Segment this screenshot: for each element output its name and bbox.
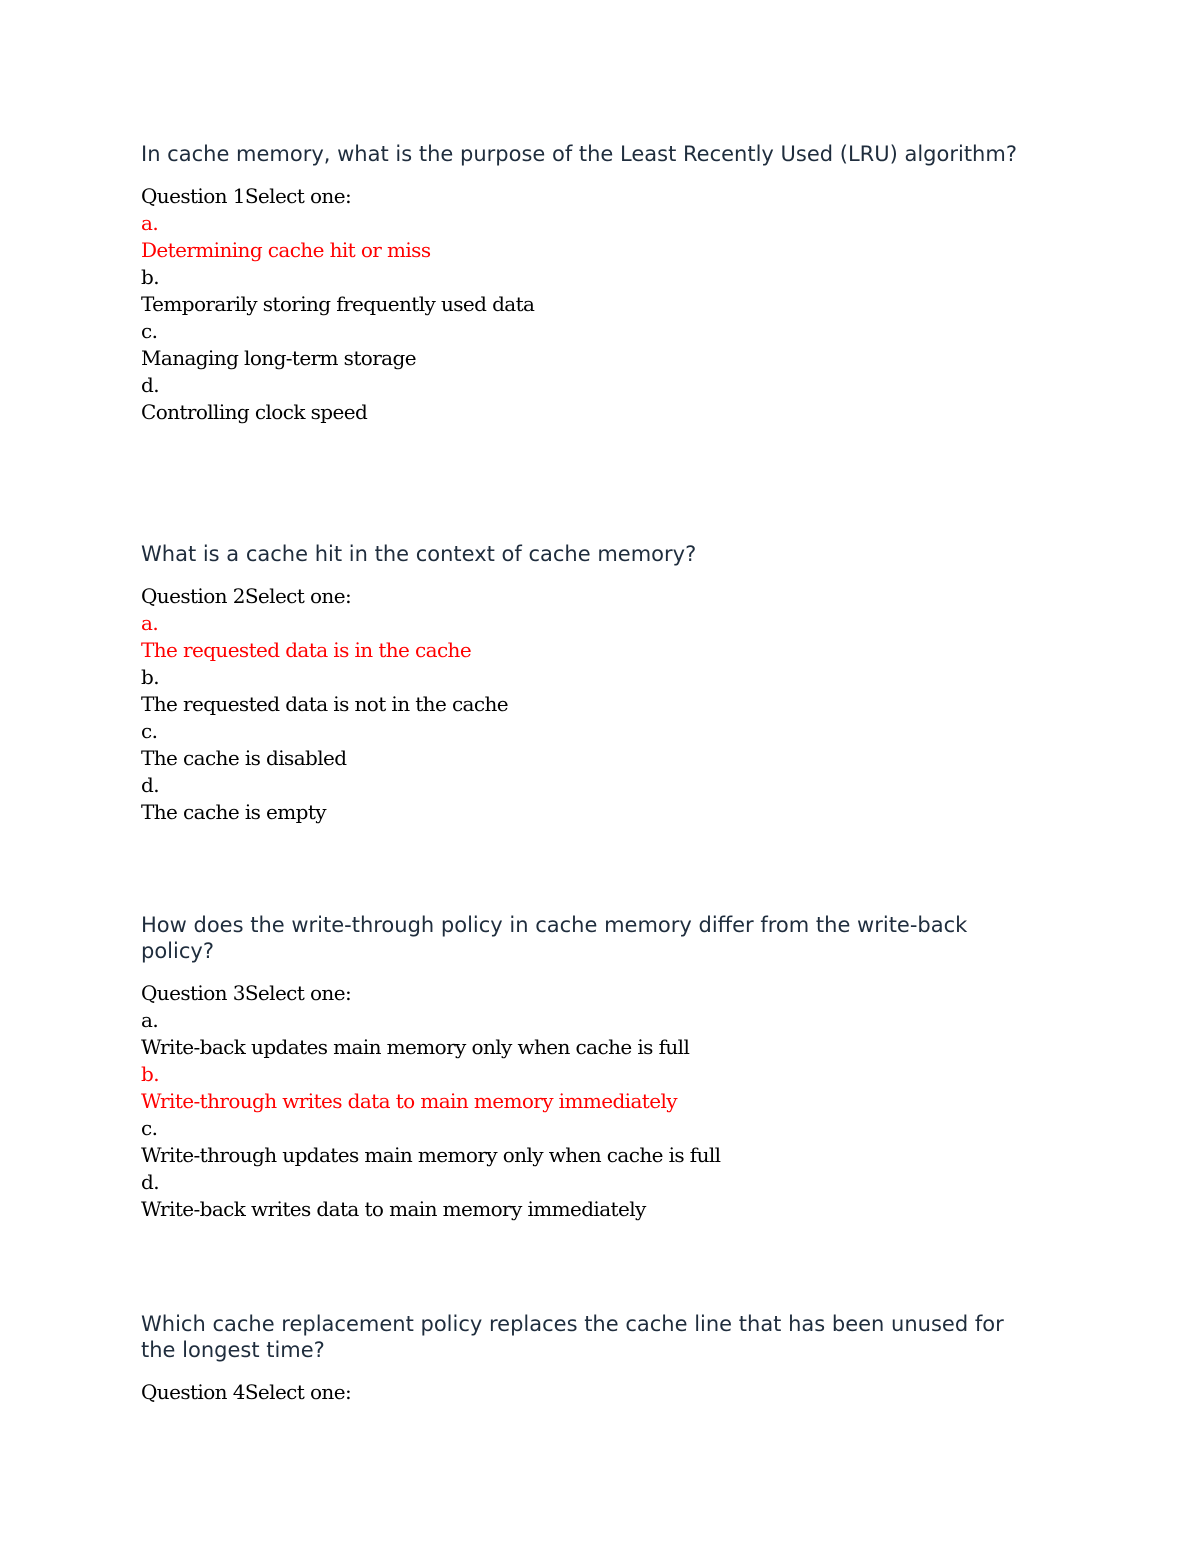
option-answer-d: The cache is empty [141, 800, 326, 824]
question-label: Question 1Select one: [141, 184, 352, 208]
option-answer-b: Temporarily storing frequently used data [141, 292, 535, 316]
question-block-1 [141, 141, 1041, 426]
question-text: In cache memory, what is the purpose of the Least Recently Used (LRU) algorithm? [141, 142, 1017, 166]
option-answer-c: Managing long-term storage [141, 346, 416, 370]
option-letter-c: c. [141, 719, 158, 743]
question-text: How does the write-through policy in cache memory differ from the write-back policy? [141, 913, 968, 963]
option-letter-b: b. [141, 265, 159, 289]
question-block-3 [141, 912, 1041, 1223]
option-letter-a: a. [141, 211, 159, 235]
option-letter-a: a. [141, 1008, 159, 1032]
option-letter-c: c. [141, 1116, 158, 1140]
question-label: Question 4Select one: [141, 1380, 352, 1404]
option-letter-d: d. [141, 373, 159, 397]
option-answer-b: The requested data is not in the cache [141, 692, 508, 716]
option-answer-d: Controlling clock speed [141, 400, 368, 424]
option-letter-b: b. [141, 1062, 159, 1086]
option-answer-c: Write-through updates main memory only when cache is full [141, 1143, 721, 1167]
question-block-4 [141, 1311, 1041, 1406]
option-answer-a: The requested data is in the cache [141, 638, 472, 662]
option-answer-b: Write-through writes data to main memory immediately [141, 1089, 677, 1113]
question-text: What is a cache hit in the context of cache memory? [141, 542, 697, 566]
option-answer-c: The cache is disabled [141, 746, 347, 770]
option-letter-c: c. [141, 319, 158, 343]
question-block-2 [141, 541, 1041, 826]
question-label: Question 3Select one: [141, 981, 352, 1005]
option-answer-d: Write-back writes data to main memory immediately [141, 1197, 646, 1221]
option-answer-a: Write-back updates main memory only when cache is full [141, 1035, 690, 1059]
option-letter-d: d. [141, 1170, 159, 1194]
option-letter-a: a. [141, 611, 159, 635]
question-text: Which cache replacement policy replaces the cache line that has been unused for the longest time? [141, 1312, 1004, 1362]
option-letter-b: b. [141, 665, 159, 689]
option-answer-a: Determining cache hit or miss [141, 238, 431, 262]
option-letter-d: d. [141, 773, 159, 797]
question-label: Question 2Select one: [141, 584, 352, 608]
